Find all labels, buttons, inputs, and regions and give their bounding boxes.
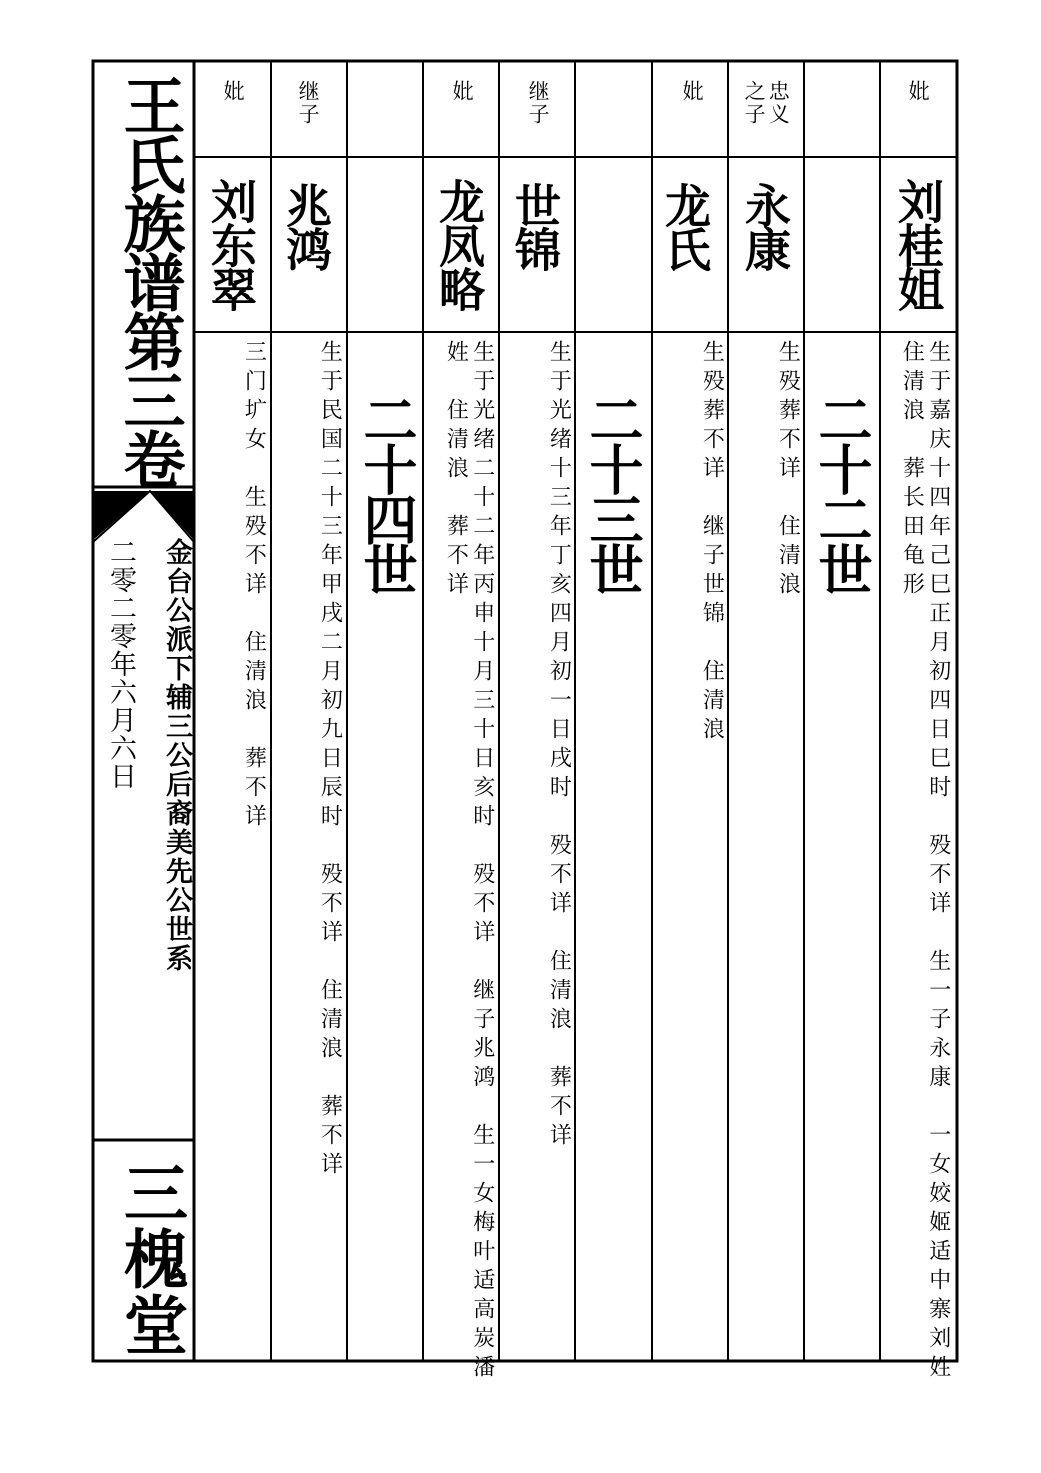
biography: 三门圹女 生殁不详 住清浪 葬不详 (241, 340, 267, 833)
relation-label: 妣 (221, 80, 246, 103)
biography: 生于光绪十三年丁亥四月初一日戌时 殁不详 住清浪 葬不详 (546, 340, 572, 1152)
lineage-subtitle: 金台公派下辅三公后裔美先公世系 (161, 538, 192, 973)
biography: 生殁葬不详 继子世锦 住清浪 (699, 340, 725, 746)
book-title: 王氏族谱第三卷 (113, 73, 186, 487)
person-name: 刘桂姐 (891, 178, 945, 310)
relation-label: 妣 (450, 80, 475, 103)
generation-heading: 二十二世 (810, 392, 874, 592)
person-name: 兆鸿 (279, 182, 333, 270)
compile-date: 二零二零年六月六日 (105, 538, 136, 790)
person-name: 永康 (738, 182, 792, 270)
relation-label: 忠义 之子 (742, 80, 791, 126)
person-name: 刘东翠 (204, 178, 258, 310)
biography: 生于光绪二十二年丙申十月三十日亥时 殁不详 继子兆鸿 生一女梅叶适高炭潘 姓 住清浪 葬不详 (443, 340, 495, 1384)
biography: 生殁葬不详 住清浪 (775, 340, 801, 601)
biography: 生于民国二十三年甲戌二月初九日辰时 殁不详 住清浪 葬不详 (317, 340, 343, 1181)
generation-heading: 二十四世 (355, 392, 419, 592)
biography: 生于嘉庆十四年己巳正月初四日巳时 殁不详 生一子永康 一女姣姬适中寨刘姓 住清浪 葬长田龟形 (899, 340, 951, 1384)
person-name: 龙氏 (658, 182, 712, 270)
hall-name: 三槐堂 (113, 1160, 188, 1358)
person-name: 世锦 (508, 182, 562, 270)
relation-label: 妣 (906, 80, 931, 103)
person-name: 龙凤略 (432, 178, 486, 310)
relation-label: 继子 (526, 80, 551, 126)
relation-label: 继子 (296, 80, 321, 126)
relation-label: 妣 (680, 80, 705, 103)
generation-heading: 二十三世 (581, 392, 645, 592)
